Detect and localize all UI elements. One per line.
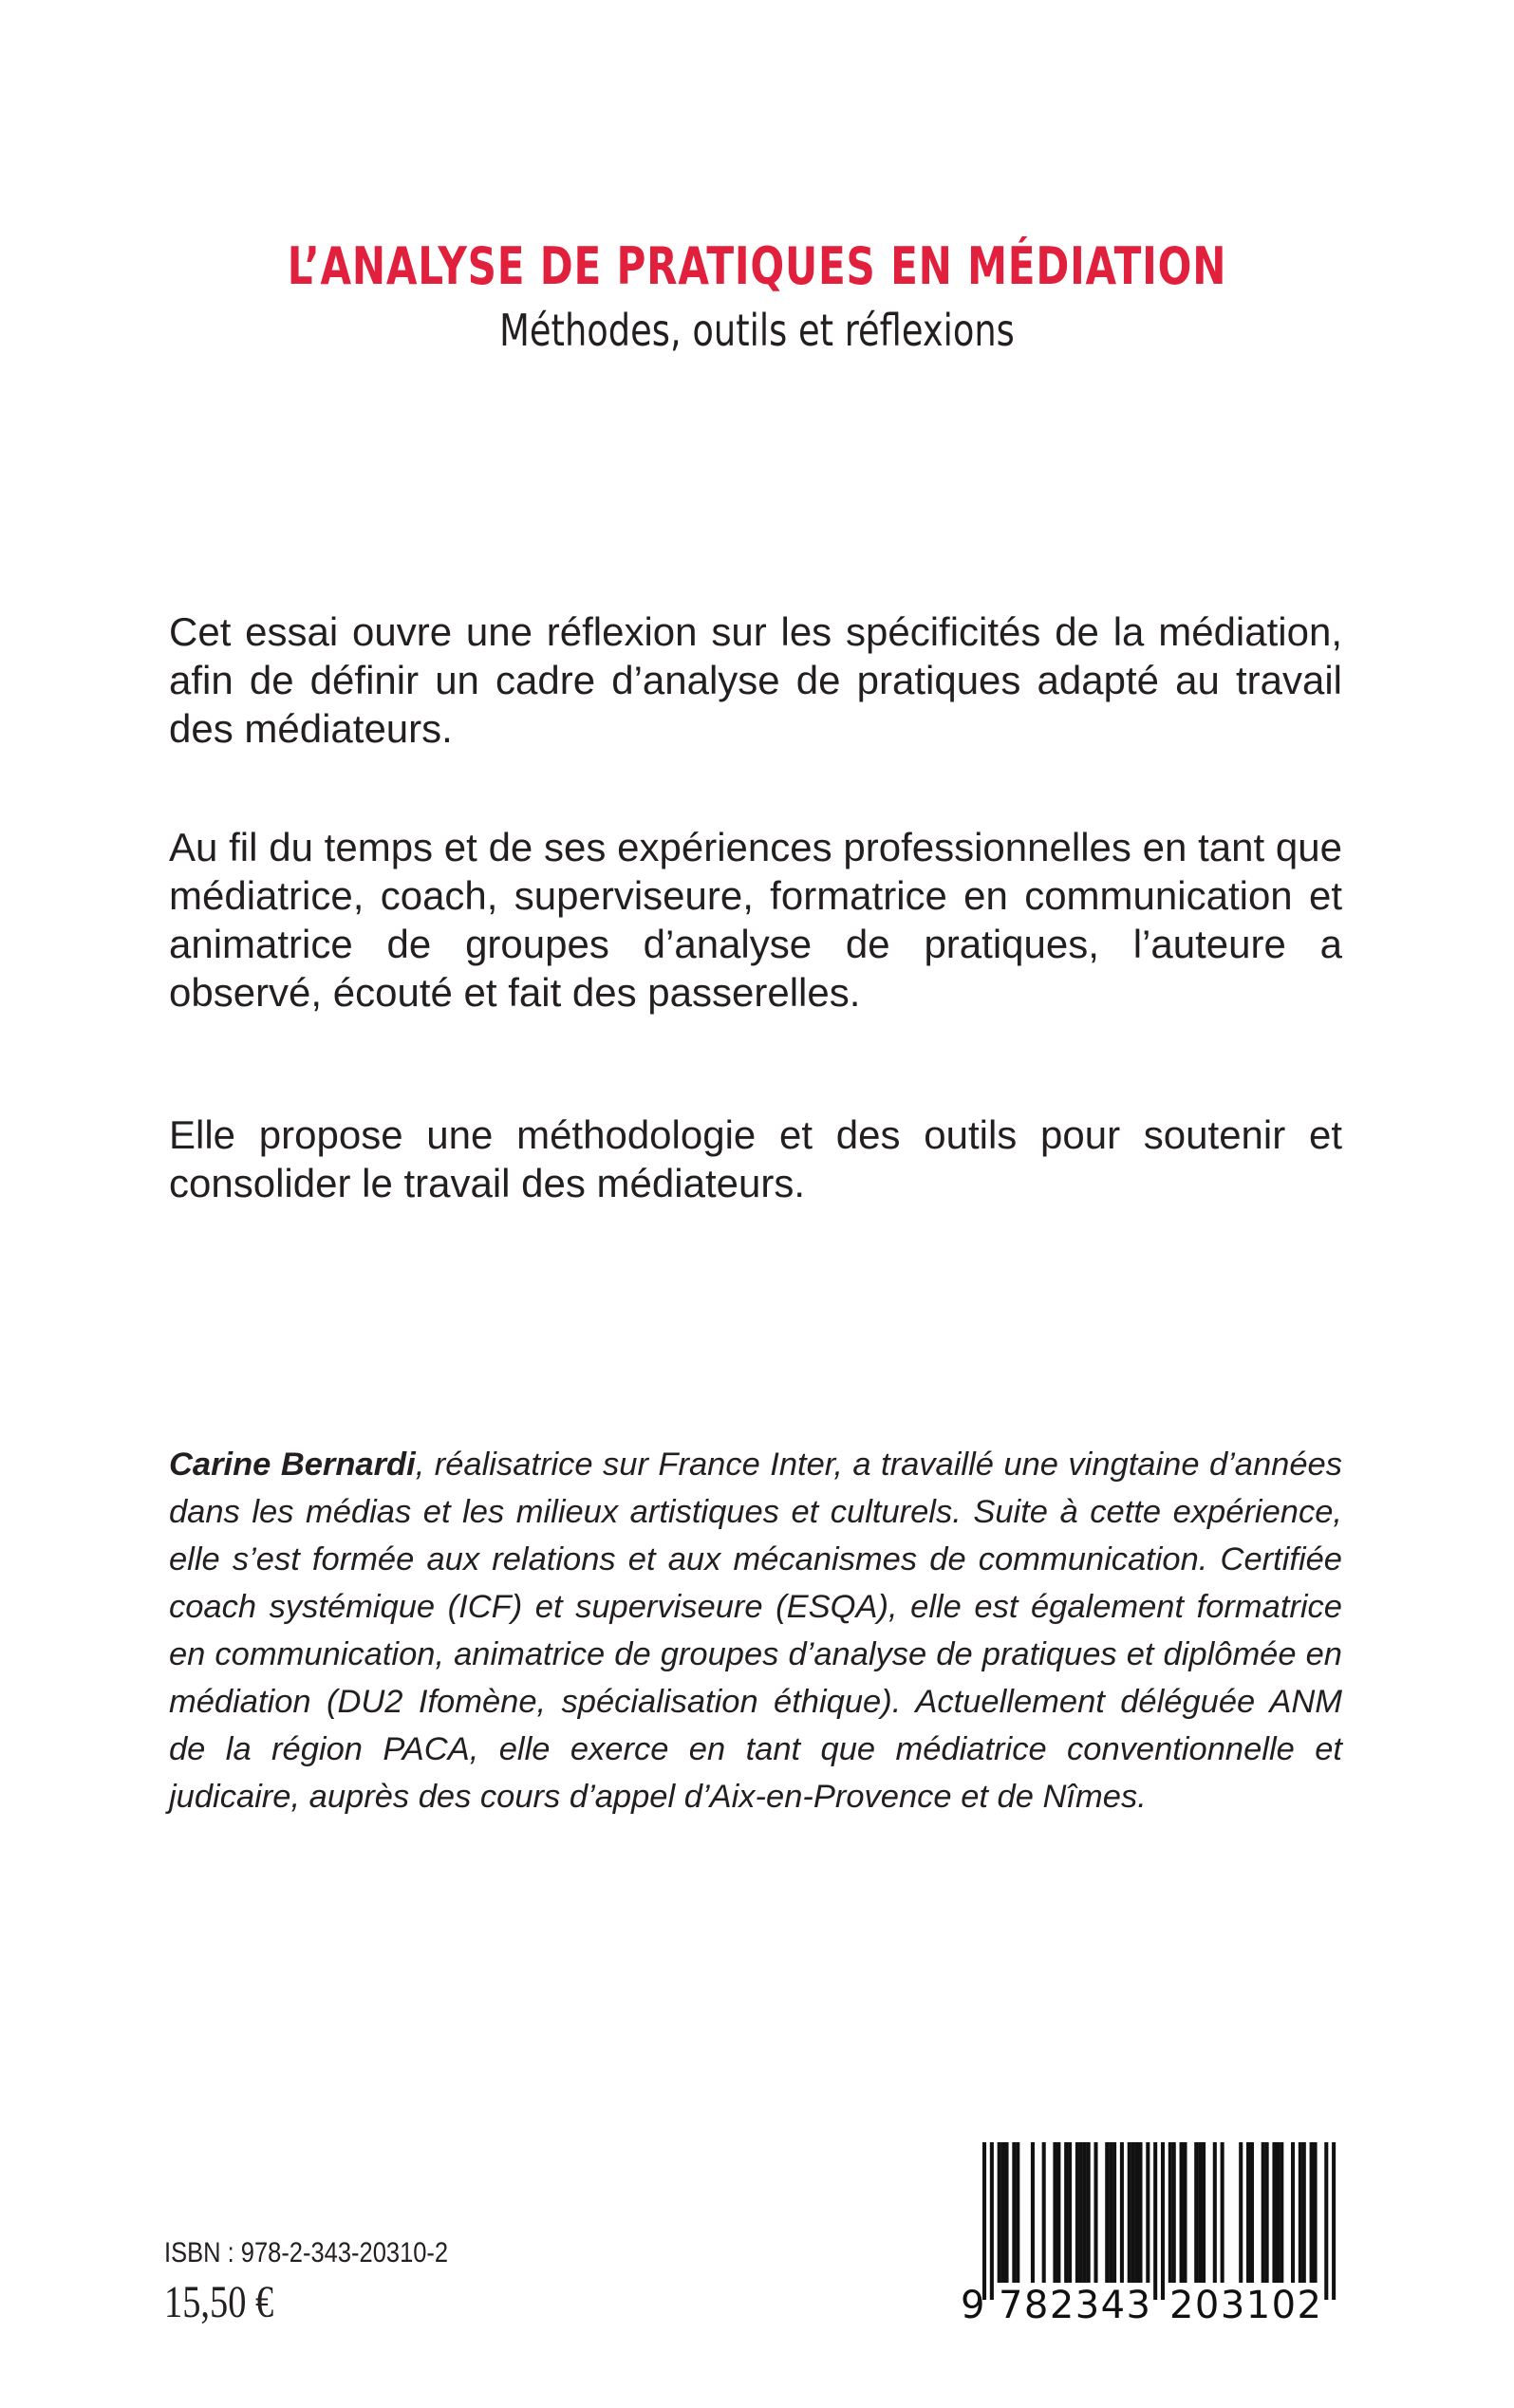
book-subtitle: Méthodes, outils et réflexions	[499, 305, 1015, 356]
isbn-label: ISBN : 978-2-343-20310-2	[164, 2237, 449, 2268]
blurb-paragraph-1: Cet essai ouvre une réflexion sur les spécificités de la médiation, afin de définir un cadre d’analyse de pratiques adapté au travail des médiateurs.	[169, 609, 1342, 751]
author-bio-text: , réalisatrice sur France Inter, a travaillé une vingtaine d’années dans les médias et les milieux artistiques et culturels. Suite à cette expérience, elle s’est formée aux relations et aux mécanismes de communication. Certifiée coach systémique (ICF) et superviseure (ESQA), elle est également formatrice en communication, animatrice de groupes d’analyse de pratiques et diplômée en médiation (DU2 Ifomène, spécialisation éthique). Actuellement déléguée ANM de la région PACA, elle exerce en tant que médiatrice conventionnelle et judicaire, auprès des cours d’appel d’Aix-en-Provence et de Nîmes.	[169, 1447, 1342, 1815]
barcode	[959, 2136, 1348, 2330]
book-title: L’ANALYSE DE PRATIQUES EN MÉDIATION	[287, 236, 1227, 296]
barcode-digit-first: 9	[961, 2284, 985, 2327]
barcode-digits-right: 203102	[1169, 2284, 1321, 2327]
barcode-bars	[982, 2142, 1336, 2300]
barcode-digits-left: 782343	[999, 2284, 1150, 2327]
price-label: 15,50 €	[164, 2277, 274, 2327]
author-bio	[169, 1441, 1342, 1820]
blurb-paragraph-3: Elle propose une méthodologie et des outils pour soutenir et consolider le travail des médiateurs.	[169, 1112, 1342, 1205]
author-name: Carine Bernardi	[169, 1447, 416, 1483]
blurb-paragraph-2: Au fil du temps et de ses expériences professionnelles en tant que médiatrice, coach, superviseure, formatrice en communication et animatrice de groupes d’analyse de pratiques, l’auteure a observé, écouté et fait des passerelles.	[169, 825, 1342, 1015]
